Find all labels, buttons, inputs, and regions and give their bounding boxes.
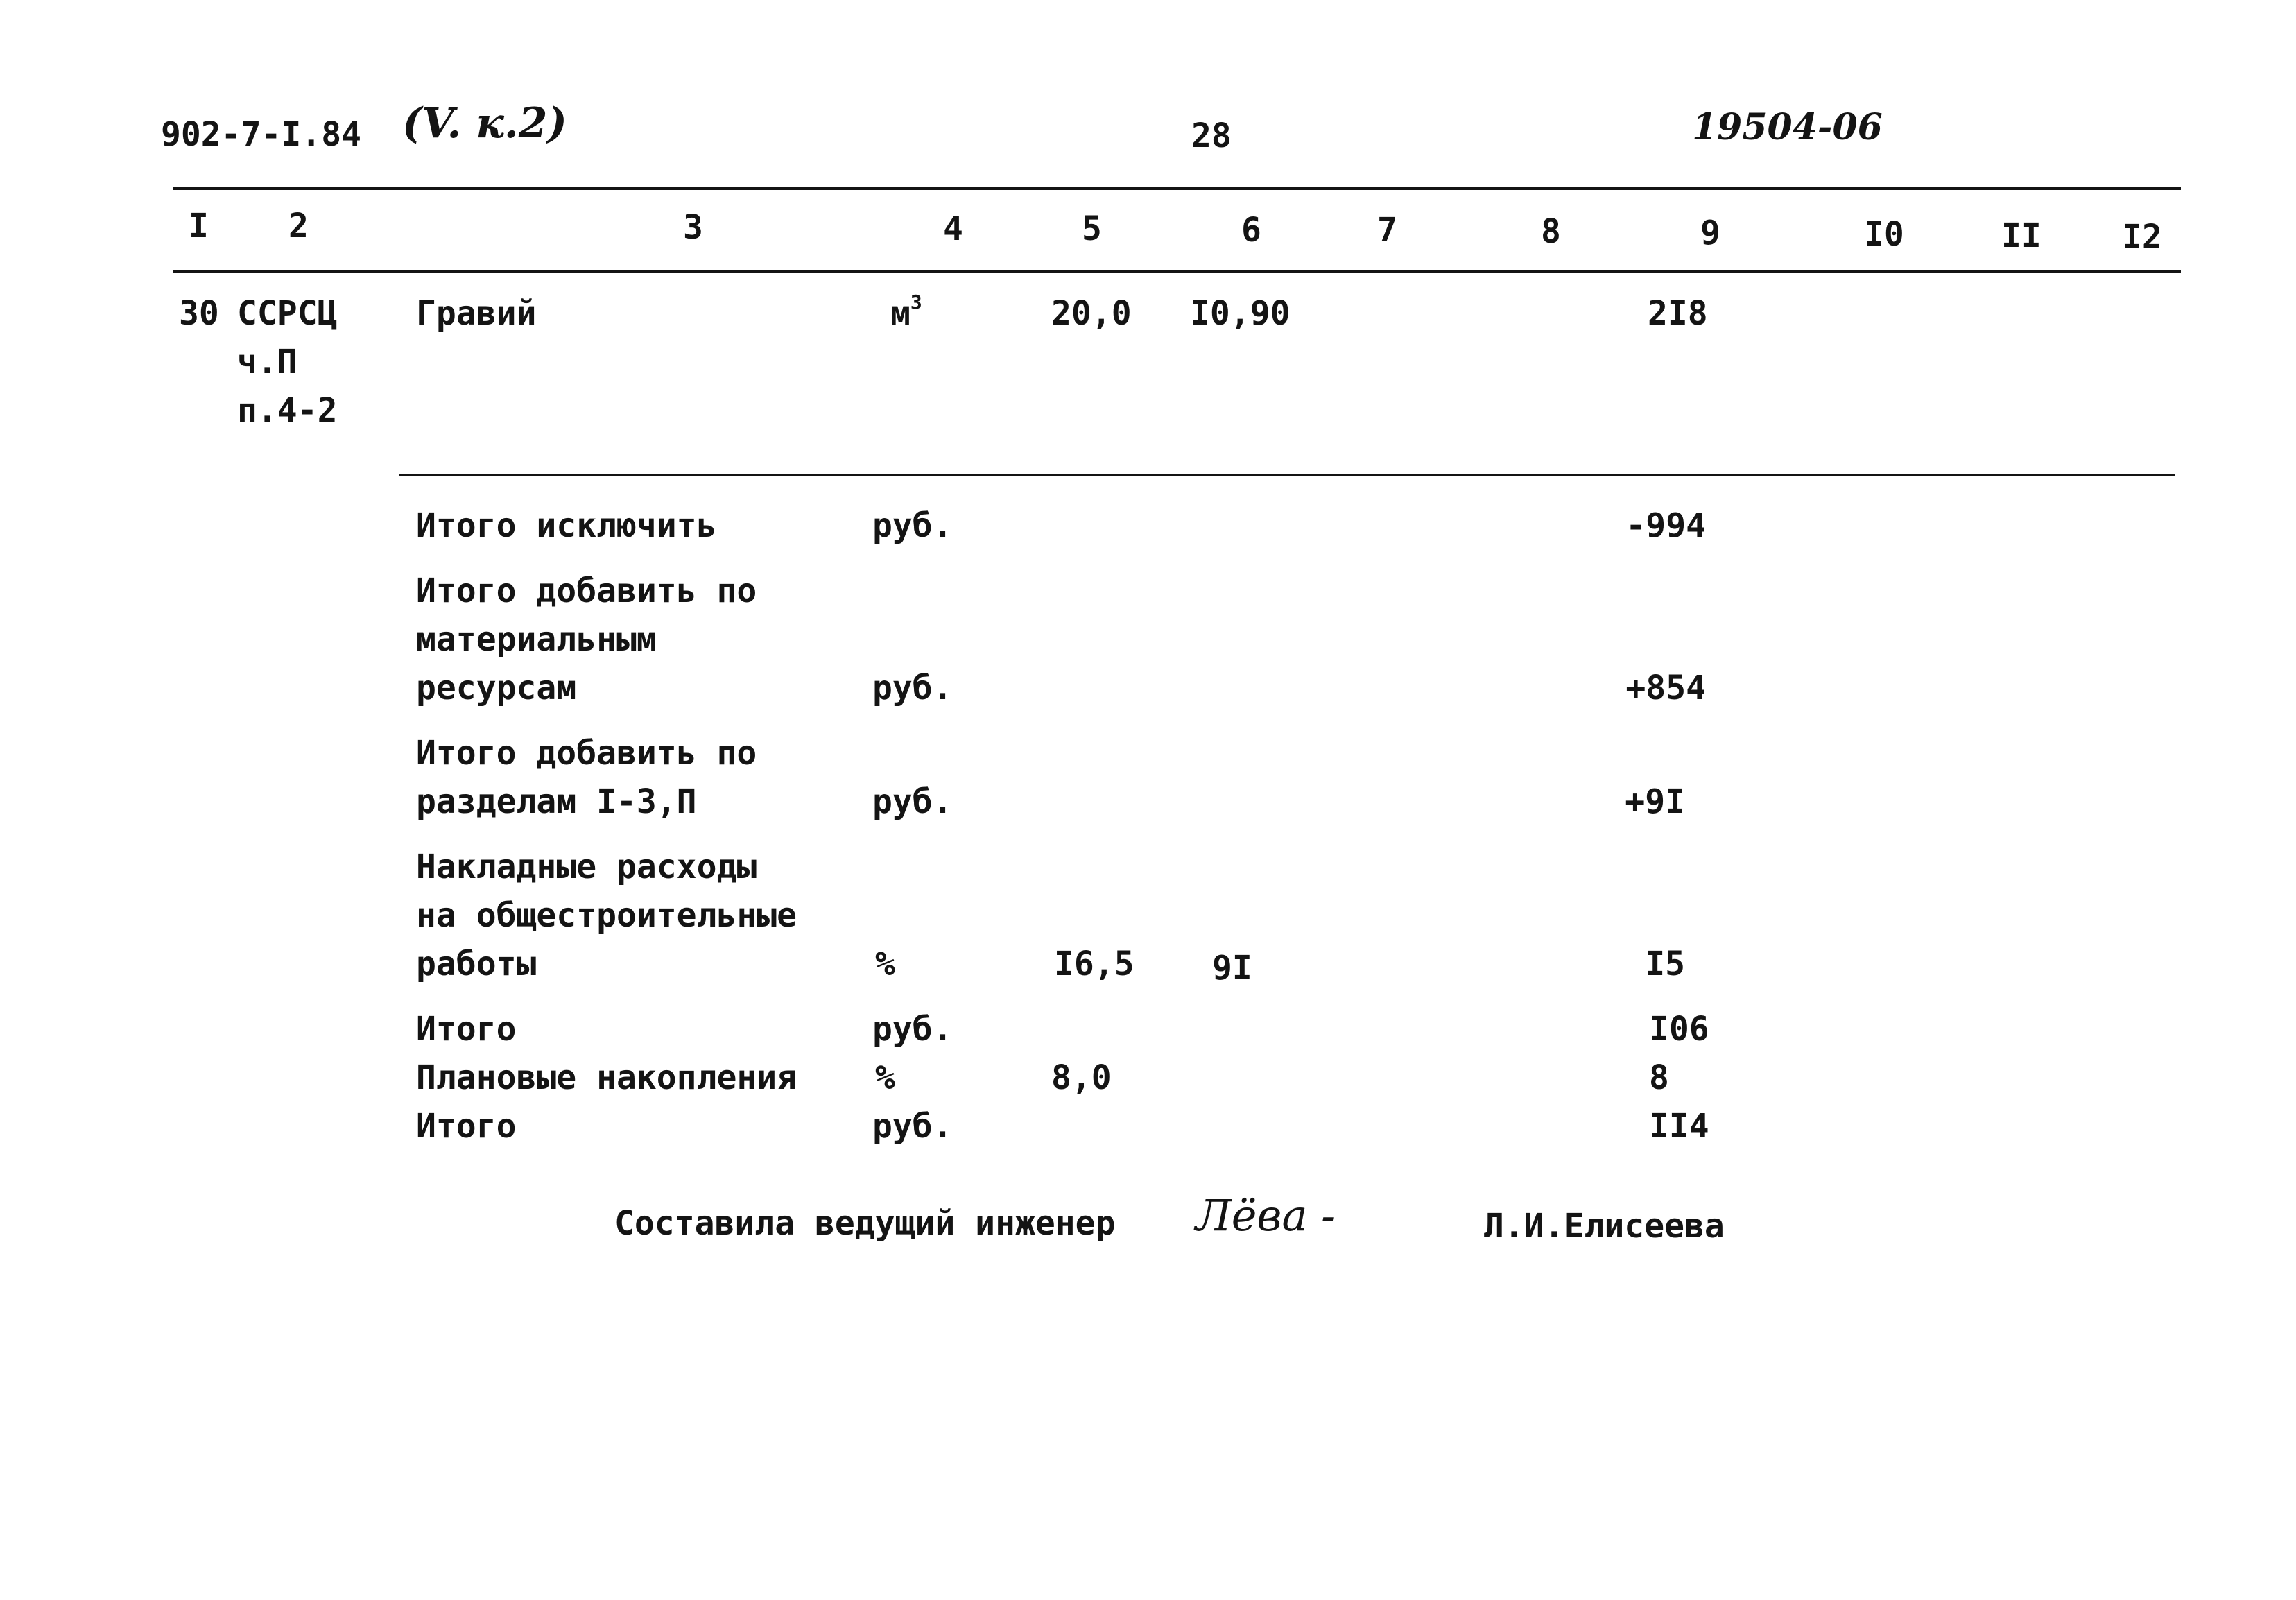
- item-unit: $м^3$: [890, 291, 922, 333]
- summary-unit: %: [875, 945, 895, 983]
- summary-unit: руб.: [872, 1010, 953, 1049]
- summary-rate: 8,0: [1051, 1058, 1112, 1097]
- summary-unit: руб.: [872, 782, 953, 821]
- summary-label: Итого добавить по: [416, 571, 757, 610]
- summary-label: на общестроительные: [416, 896, 797, 935]
- summary-label: Итого: [416, 1107, 517, 1146]
- handwritten-note: (V. к.2): [402, 99, 567, 148]
- item-ref-line-3: п.4-2: [237, 391, 338, 430]
- col-header-4: 4: [943, 209, 963, 248]
- col-header-9: 9: [1700, 214, 1720, 252]
- col-header-8: 8: [1541, 212, 1561, 251]
- page-number: 28: [1191, 117, 1232, 155]
- item-ref-line-2: ч.П: [237, 343, 297, 381]
- signature: Лёва -: [1196, 1190, 1336, 1241]
- col-header-10: I0: [1864, 215, 1904, 254]
- item-name: Гравий: [416, 294, 537, 333]
- summary-unit: руб.: [872, 506, 953, 545]
- summary-unit: руб.: [872, 1107, 953, 1146]
- col-header-11: II: [2001, 216, 2042, 255]
- summary-label: Накладные расходы: [416, 848, 757, 886]
- header-bottom-rule: [173, 270, 2181, 273]
- document-code: 902-7-I.84: [161, 115, 361, 154]
- compiled-by-label: Составила ведущий инженер: [614, 1204, 1116, 1243]
- compiler-name: Л.И.Елисеева: [1484, 1207, 1725, 1246]
- summary-rate: I6,5: [1054, 945, 1134, 983]
- summary-label: ресурсам: [416, 669, 577, 707]
- summary-label: материальным: [416, 620, 657, 659]
- summary-total: II4: [1649, 1107, 1709, 1146]
- summary-total: I5: [1645, 945, 1685, 983]
- summary-label: Плановые накопления: [416, 1058, 797, 1097]
- item-number: 30: [179, 294, 219, 333]
- stamp-number: 19504-06: [1692, 106, 1883, 148]
- summary-base: 9I: [1212, 949, 1252, 988]
- item-quantity: 20,0: [1051, 294, 1132, 333]
- item-total: 2I8: [1648, 294, 1708, 333]
- col-header-3: 3: [683, 208, 703, 247]
- col-header-7: 7: [1377, 211, 1397, 250]
- section-divider-rule: [399, 474, 2175, 476]
- summary-unit: %: [875, 1058, 895, 1097]
- summary-label: разделам I-3,П: [416, 782, 697, 821]
- col-header-12: I2: [2122, 218, 2162, 257]
- summary-label: Итого добавить по: [416, 734, 757, 773]
- summary-label: Итого: [416, 1010, 517, 1049]
- summary-total: +854: [1625, 669, 1706, 707]
- col-header-1: I: [189, 207, 209, 246]
- col-header-2: 2: [288, 207, 309, 246]
- col-header-6: 6: [1241, 211, 1261, 250]
- summary-unit: руб.: [872, 669, 953, 707]
- header-top-rule: [173, 187, 2181, 190]
- summary-label: Итого исключить: [416, 506, 717, 545]
- item-price: I0,90: [1190, 294, 1291, 333]
- summary-total: 8: [1649, 1058, 1669, 1097]
- summary-total: +9I: [1625, 782, 1685, 821]
- item-ref-line-1: ССРСЦ: [237, 294, 338, 333]
- summary-label: работы: [416, 945, 537, 983]
- summary-total: -994: [1625, 506, 1706, 545]
- col-header-5: 5: [1082, 209, 1102, 248]
- summary-total: I06: [1649, 1010, 1709, 1049]
